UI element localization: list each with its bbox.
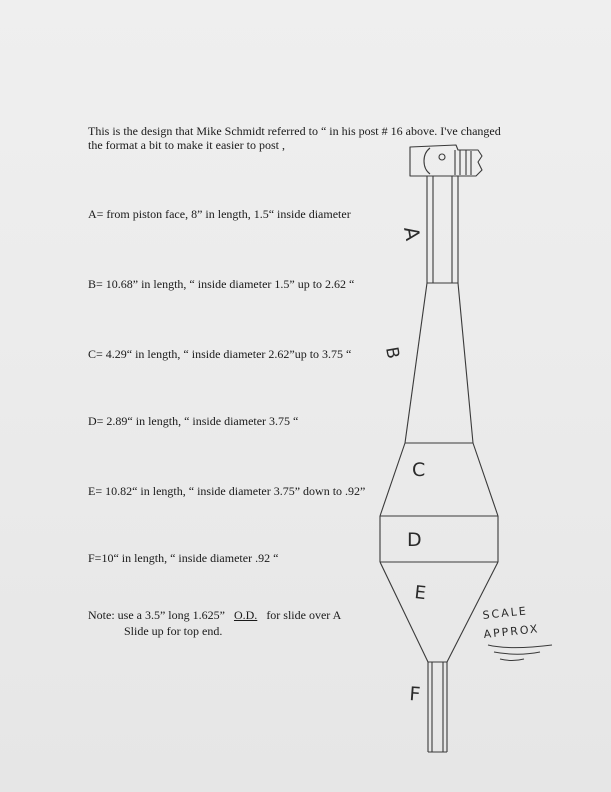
section-f-tube <box>428 662 447 752</box>
section-label-b: B <box>381 345 403 361</box>
section-e-cone <box>380 562 498 662</box>
note-suffix: for slide over A <box>263 608 342 622</box>
spec-section-f: F=10“ in length, “ inside diameter .92 “ <box>88 551 279 565</box>
section-label-a: A <box>399 224 426 243</box>
spec-section-b: B= 10.68” in length, “ inside diameter 1.5” up to 2.62 “ <box>88 277 355 291</box>
intro-line-2: the format a bit to make it easier to post , <box>88 138 285 152</box>
spec-section-d: D= 2.89“ in length, “ inside diameter 3.75 “ <box>88 414 299 428</box>
section-d-cylinder <box>380 516 498 562</box>
spec-section-a: A= from piston face, 8” in length, 1.5“ inside diameter <box>88 207 351 221</box>
section-label-f: F <box>408 683 422 706</box>
note-prefix: Note: use a 3.5” long 1.625” <box>88 608 228 622</box>
piston-fitting <box>410 145 482 176</box>
section-a-tube <box>427 176 458 283</box>
section-label-c: C <box>412 459 426 481</box>
section-label-e: E <box>413 582 427 605</box>
spec-section-e: E= 10.82“ in length, “ inside diameter 3.75” down to .92” <box>88 484 366 498</box>
spec-section-c: C= 4.29“ in length, “ inside diameter 2.62”up to 3.75 “ <box>88 347 352 361</box>
section-b-cone <box>405 283 473 443</box>
section-label-d: D <box>407 529 422 551</box>
scale-label-line-2: APPROX <box>482 622 540 641</box>
scale-label-line-1: SCALE <box>481 604 529 622</box>
scale-underline <box>488 645 552 661</box>
note-od: O.D. <box>233 608 258 622</box>
note-line-2: Slide up for top end. <box>124 624 223 638</box>
section-c-cone <box>380 443 498 516</box>
intro-line-1: This is the design that Mike Schmidt referred to “ in his post # 16 above. I've changed <box>88 124 501 138</box>
